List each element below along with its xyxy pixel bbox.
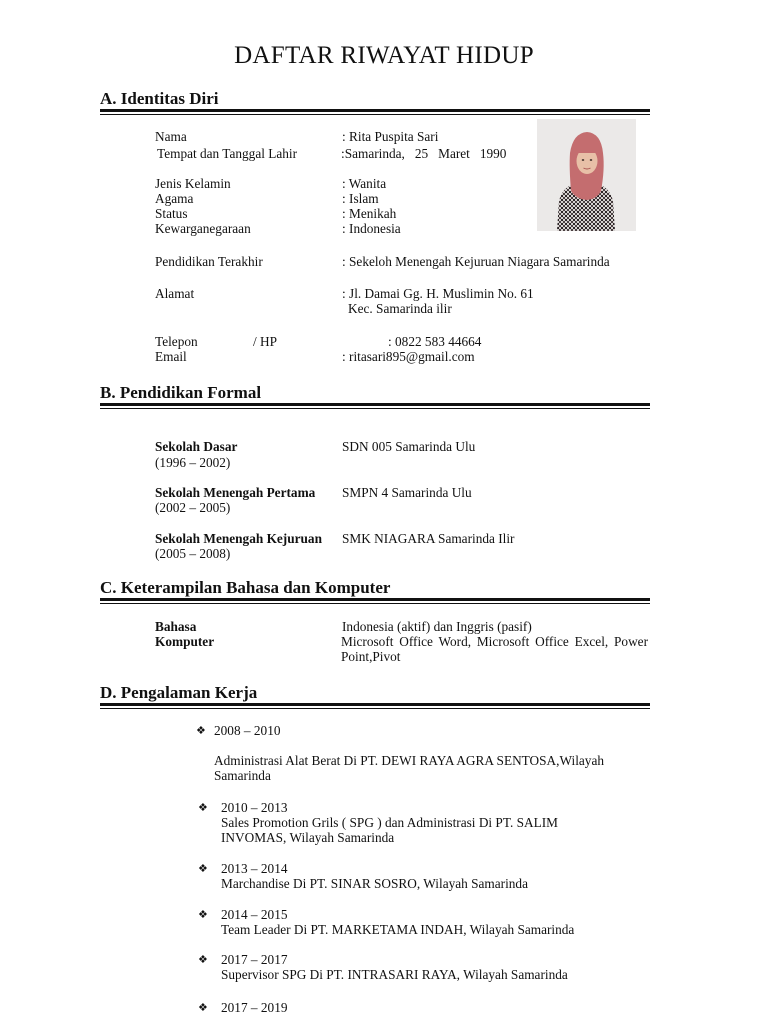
- education-years: (2005 – 2008): [155, 546, 231, 561]
- value-jenis-kelamin: : Wanita: [342, 176, 387, 191]
- experience-years: 2008 – 2010: [214, 723, 281, 738]
- education-years: (1996 – 2002): [155, 455, 231, 470]
- value-komputer: Microsoft Office Word, Microsoft Office Excel, Power Point,Pivot: [341, 634, 648, 664]
- value-agama: : Islam: [342, 191, 379, 206]
- bullet-icon: ❖: [198, 863, 208, 875]
- label-jenis-kelamin: Jenis Kelamin: [155, 176, 231, 191]
- value-ttl: :Samarinda, 25 Maret 1990: [341, 146, 507, 161]
- education-years: (2002 – 2005): [155, 500, 231, 515]
- experience-description: Marchandise Di PT. SINAR SOSRO, Wilayah Samarinda: [221, 876, 528, 891]
- value-alamat-line1: : Jl. Damai Gg. H. Muslimin No. 61: [342, 286, 534, 301]
- experience-years: 2017 – 2019: [221, 1000, 288, 1015]
- label-pendidikan-terakhir: Pendidikan Terakhir: [155, 254, 263, 269]
- value-email: : ritasari895@gmail.com: [342, 349, 475, 364]
- bullet-icon: ❖: [198, 1002, 208, 1014]
- bullet-icon: ❖: [198, 909, 208, 921]
- section-divider: [100, 109, 650, 115]
- value-bahasa: Indonesia (aktif) dan Inggris (pasif): [342, 619, 532, 634]
- experience-years: 2017 – 2017: [221, 952, 288, 967]
- experience-years: 2013 – 2014: [221, 861, 288, 876]
- label-kewarganegaraan: Kewarganegaraan: [155, 221, 251, 236]
- value-alamat-line2: Kec. Samarinda ilir: [348, 301, 452, 316]
- experience-years: 2014 – 2015: [221, 907, 288, 922]
- section-heading-identity: A. Identitas Diri: [100, 89, 219, 108]
- profile-photo: [537, 119, 636, 231]
- section-divider: [100, 703, 650, 709]
- experience-description: INVOMAS, Wilayah Samarinda: [221, 830, 395, 845]
- value-status: : Menikah: [342, 206, 397, 221]
- value-kewarganegaraan: : Indonesia: [342, 221, 401, 236]
- section-heading-skills: C. Keterampilan Bahasa dan Komputer: [100, 578, 391, 597]
- education-school: SMPN 4 Samarinda Ulu: [342, 485, 472, 500]
- label-email: Email: [155, 349, 187, 364]
- section-divider: [100, 598, 650, 604]
- section-heading-experience: D. Pengalaman Kerja: [100, 683, 258, 702]
- page-title: DAFTAR RIWAYAT HIDUP: [234, 42, 534, 69]
- label-alamat: Alamat: [155, 286, 195, 301]
- experience-description: Team Leader Di PT. MARKETAMA INDAH, Wilayah Samarinda: [221, 922, 575, 937]
- label-status: Status: [155, 206, 188, 221]
- value-telepon: : 0822 583 44664: [388, 334, 482, 349]
- education-level: Sekolah Menengah Pertama: [155, 485, 316, 500]
- value-nama: : Rita Puspita Sari: [342, 129, 439, 144]
- label-nama: Nama: [155, 129, 187, 144]
- bullet-icon: ❖: [196, 725, 206, 737]
- experience-description: Sales Promotion Grils ( SPG ) dan Administrasi Di PT. SALIM: [221, 815, 558, 830]
- education-level: Sekolah Dasar: [155, 439, 238, 454]
- section-divider: [100, 403, 650, 409]
- experience-description: Administrasi Alat Berat Di PT. DEWI RAYA AGRA SENTOSA,Wilayah: [214, 753, 604, 768]
- education-school: SDN 005 Samarinda Ulu: [342, 439, 476, 454]
- label-agama: Agama: [155, 191, 194, 206]
- education-level: Sekolah Menengah Kejuruan: [155, 531, 322, 546]
- bullet-icon: ❖: [198, 954, 208, 966]
- bullet-icon: ❖: [198, 802, 208, 814]
- experience-years: 2010 – 2013: [221, 800, 288, 815]
- education-school: SMK NIAGARA Samarinda Ilir: [342, 531, 515, 546]
- experience-description: Supervisor SPG Di PT. INTRASARI RAYA, Wilayah Samarinda: [221, 967, 568, 982]
- section-heading-education: B. Pendidikan Formal: [100, 383, 262, 402]
- label-telepon: Telepon: [155, 334, 198, 349]
- value-pendidikan-terakhir: : Sekeloh Menengah Kejuruan Niagara Samarinda: [342, 254, 610, 269]
- experience-description: Samarinda: [214, 768, 271, 783]
- label-komputer: Komputer: [155, 634, 215, 649]
- label-hp: / HP: [253, 334, 278, 349]
- label-bahasa: Bahasa: [155, 619, 197, 634]
- label-ttl: Tempat dan Tanggal Lahir: [157, 146, 298, 161]
